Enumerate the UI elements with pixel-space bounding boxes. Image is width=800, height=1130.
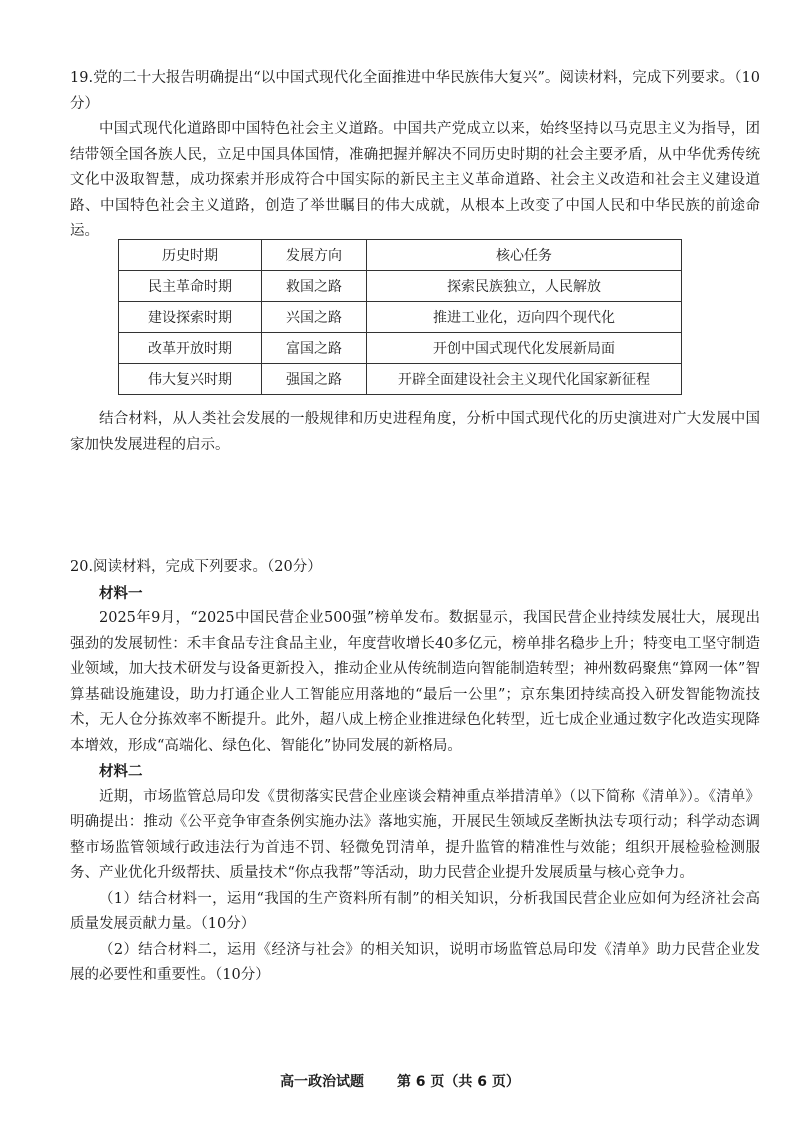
table-cell: 建设探索时期 (119, 302, 262, 333)
table-cell: 伟大复兴时期 (119, 364, 262, 395)
table-cell: 民主革命时期 (119, 271, 262, 302)
q19-question: 结合材料，从人类社会发展的一般规律和历史进程角度，分析中国式现代化的历史演进对广大发展中国家加快发展进程的启示。 (70, 411, 760, 453)
q19-material: 中国式现代化道路即中国特色社会主义道路。中国共产党成立以来，始终坚持以马克思主义为指导，团结带领全国各族人民，立足中国具体国情，准确把握并解决不同历史时期的社会主要矛盾，从中华优秀传统文化中汲取智慧，成功探索并形成符合中国实际的新民主主义革命道路、社会主义改造和社会主义建设道路、中国特色社会主义道路，创造了举世瞩目的伟大成就，从根本上改变了中国人民和中华民族的前途命运。 (70, 121, 760, 239)
question-19 (70, 66, 760, 245)
footer-page-number: 第 6 页（共 6 页） (396, 1074, 520, 1090)
table-row (119, 364, 682, 395)
table-cell: 救国之路 (262, 271, 367, 302)
table-cell: 探索民族独立，人民解放 (367, 271, 682, 302)
table-cell: 推进工业化，迈向四个现代化 (367, 302, 682, 333)
table-cell: 富国之路 (262, 333, 367, 364)
table-cell: 强国之路 (262, 364, 367, 395)
table-row (119, 302, 682, 333)
q19-stem: 19.党的二十大报告明确提出“以中国式现代化全面推进中华民族伟大复兴”。阅读材料，完成下列要求。（10分） (70, 70, 760, 112)
material-1-text: 2025年9月，“2025中国民营企业500强”榜单发布。数据显示，我国民营企业持续发展壮大，展现出强劲的发展韧性：禾丰食品专注食品主业，年度营收增长40多亿元，榜单排名稳步上升；特变电工坚守制造业领域，加大技术研发与设备更新投入，推动企业从传统制造向智能制造转型；神州数码聚焦“算网一体”智算基础设施建设，助力打通企业人工智能应用落地的“最后一公里”；京东集团持续高投入研发智能物流技术，无人仓分拣效率不断提升。此外，超八成上榜企业推进绿色化转型，近七成企业通过数字化改造实现降本增效，形成“高端化、绿色化、智能化”协同发展的新格局。 (70, 610, 760, 754)
material-1-title: 材料一 (99, 584, 143, 602)
table-header: 核心任务 (367, 240, 682, 271)
q20-sub-question-1: （1）结合材料一，运用“我国的生产资料所有制”的相关知识，分析我国民营企业应如何为经济社会高质量发展贡献力量。（10分） (70, 890, 760, 932)
q19-table (118, 239, 682, 395)
table-cell: 开创中国式现代化发展新局面 (367, 333, 682, 364)
table-cell: 开辟全面建设社会主义现代化国家新征程 (367, 364, 682, 395)
table-header: 历史时期 (119, 240, 262, 271)
table-header-row (119, 240, 682, 271)
question-20 (70, 555, 760, 989)
q20-stem: 20.阅读材料，完成下列要求。（20分） (70, 559, 322, 575)
table-row (119, 271, 682, 302)
table-row (119, 333, 682, 364)
q20-sub-question-2: （2）结合材料二，运用《经济与社会》的相关知识，说明市场监管总局印发《清单》助力民营企业发展的必要性和重要性。（10分） (70, 941, 760, 983)
material-2-title: 材料二 (99, 763, 143, 780)
footer-subject: 高一政治试题 (280, 1074, 365, 1090)
material-2-text: 近期，市场监管总局印发《贯彻落实民营企业座谈会精神重点举措清单》（以下简称《清单》）。《清单》明确提出：推动《公平竞争审查条例实施办法》落地实施，开展民生领域反垄断执法专项行动；科学动态调整市场监管领域行政违法行为首违不罚、轻微免罚清单，提升监管的精准性与效能；组织开展检验检测服务、产业优化升级帮扶、质量技术“你点我帮”等活动，助力民营企业提升发展质量与核心竞争力。 (70, 788, 760, 881)
table-cell: 改革开放时期 (119, 333, 262, 364)
page-footer (0, 1071, 800, 1091)
table-header: 发展方向 (262, 240, 367, 271)
table-cell: 兴国之路 (262, 302, 367, 333)
q19-question-block (70, 407, 760, 458)
